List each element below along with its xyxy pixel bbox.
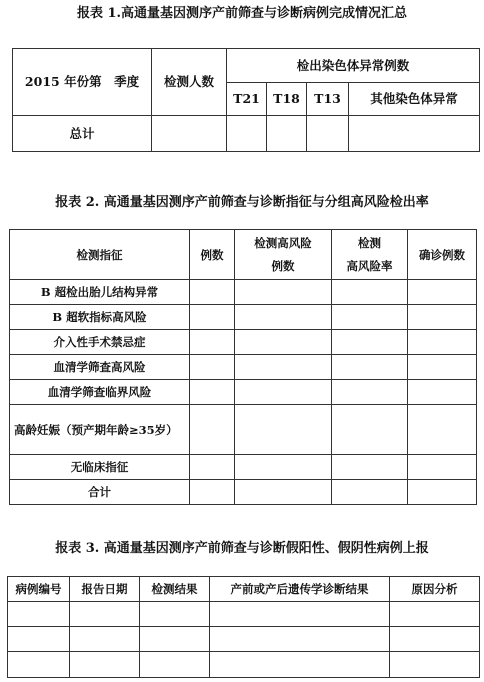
total-cell[interactable] <box>267 116 307 152</box>
data-cell[interactable] <box>408 380 477 405</box>
total-cell[interactable] <box>152 116 227 152</box>
data-cell[interactable] <box>235 480 332 505</box>
data-cell[interactable] <box>190 405 235 455</box>
table-row <box>8 602 480 627</box>
col-header-cause-analysis: 原因分析 <box>390 577 480 602</box>
col-header-indication: 检测指征 <box>10 230 190 280</box>
row-label-total: 合计 <box>10 480 190 505</box>
data-cell[interactable] <box>408 405 477 455</box>
row-label: B 超软指标高风险 <box>10 305 190 330</box>
data-cell[interactable] <box>190 380 235 405</box>
data-cell[interactable] <box>408 330 477 355</box>
data-cell[interactable] <box>235 380 332 405</box>
data-cell[interactable] <box>390 627 480 652</box>
col-header-test-result: 检测结果 <box>140 577 210 602</box>
header-line: 例数 <box>271 259 295 273</box>
data-cell[interactable] <box>190 280 235 305</box>
total-label: 总计 <box>13 116 152 152</box>
data-cell[interactable] <box>190 355 235 380</box>
data-cell[interactable] <box>332 405 408 455</box>
sub-col-t18: T18 <box>267 83 307 116</box>
report1-table <box>12 48 480 152</box>
col-header-case-id: 病例编号 <box>8 577 70 602</box>
data-cell[interactable] <box>8 652 70 678</box>
data-cell[interactable] <box>390 602 480 627</box>
col-header-cases: 例数 <box>190 230 235 280</box>
data-cell[interactable] <box>210 602 390 627</box>
header-line: 高风险率 <box>346 259 393 273</box>
sub-col-t21: T21 <box>227 83 267 116</box>
data-cell[interactable] <box>210 652 390 678</box>
data-cell[interactable] <box>190 480 235 505</box>
data-cell[interactable] <box>235 305 332 330</box>
data-cell[interactable] <box>408 455 477 480</box>
data-cell[interactable] <box>332 480 408 505</box>
total-cell[interactable] <box>349 116 480 152</box>
header-line: 检测高风险 <box>254 236 312 250</box>
row-label: B 超检出胎儿结构异常 <box>10 280 190 305</box>
header-line: 检测 <box>358 236 381 250</box>
report1-title: 报表 1.高通量基因测序产前筛查与诊断病例完成情况汇总 <box>76 6 408 21</box>
row-label: 介入性手术禁忌症 <box>10 330 190 355</box>
row-label: 高龄妊娠（预产期年龄≥35岁） <box>10 405 190 455</box>
data-cell[interactable] <box>70 602 140 627</box>
data-cell[interactable] <box>332 280 408 305</box>
data-cell[interactable] <box>190 330 235 355</box>
table-row <box>8 627 480 652</box>
data-cell[interactable] <box>190 305 235 330</box>
report2-table <box>9 229 477 505</box>
data-cell[interactable] <box>140 627 210 652</box>
report2-title: 报表 2. 高通量基因测序产前筛查与诊断指征与分组高风险检出率 <box>55 195 429 210</box>
data-cell[interactable] <box>408 305 477 330</box>
data-cell[interactable] <box>235 355 332 380</box>
col-header-high-risk <box>235 230 332 280</box>
col-header-report-date: 报告日期 <box>70 577 140 602</box>
data-cell[interactable] <box>70 627 140 652</box>
data-cell[interactable] <box>235 330 332 355</box>
col-header-genetic-diagnosis: 产前或产后遗传学诊断结果 <box>210 577 390 602</box>
data-cell[interactable] <box>235 455 332 480</box>
data-cell[interactable] <box>235 405 332 455</box>
data-cell[interactable] <box>332 455 408 480</box>
table-row <box>8 652 480 678</box>
data-cell[interactable] <box>332 330 408 355</box>
row-label: 血清学筛查临界风险 <box>10 380 190 405</box>
data-cell[interactable] <box>140 602 210 627</box>
data-cell[interactable] <box>8 627 70 652</box>
row-label: 无临床指征 <box>10 455 190 480</box>
total-cell[interactable] <box>227 116 267 152</box>
col-header-rate <box>332 230 408 280</box>
data-cell[interactable] <box>408 355 477 380</box>
col-header-tested: 检测人数 <box>152 49 227 116</box>
col-header-confirmed: 确诊例数 <box>408 230 477 280</box>
sub-col-other: 其他染色体异常 <box>349 83 480 116</box>
data-cell[interactable] <box>390 652 480 678</box>
data-cell[interactable] <box>140 652 210 678</box>
data-cell[interactable] <box>332 380 408 405</box>
data-cell[interactable] <box>190 455 235 480</box>
report3-title: 报表 3. 高通量基因测序产前筛查与诊断假阳性、假阴性病例上报 <box>55 541 429 556</box>
data-cell[interactable] <box>8 602 70 627</box>
col-header-abnormal: 检出染色体异常例数 <box>227 49 480 83</box>
data-cell[interactable] <box>332 355 408 380</box>
data-cell[interactable] <box>210 627 390 652</box>
sub-col-t13: T13 <box>307 83 349 116</box>
data-cell[interactable] <box>332 305 408 330</box>
col-header-period: 2015 年份第 季度 <box>13 49 152 116</box>
data-cell[interactable] <box>235 280 332 305</box>
data-cell[interactable] <box>408 280 477 305</box>
row-label: 血清学筛查高风险 <box>10 355 190 380</box>
data-cell[interactable] <box>70 652 140 678</box>
report3-table <box>7 576 480 678</box>
data-cell[interactable] <box>408 480 477 505</box>
total-cell[interactable] <box>307 116 349 152</box>
